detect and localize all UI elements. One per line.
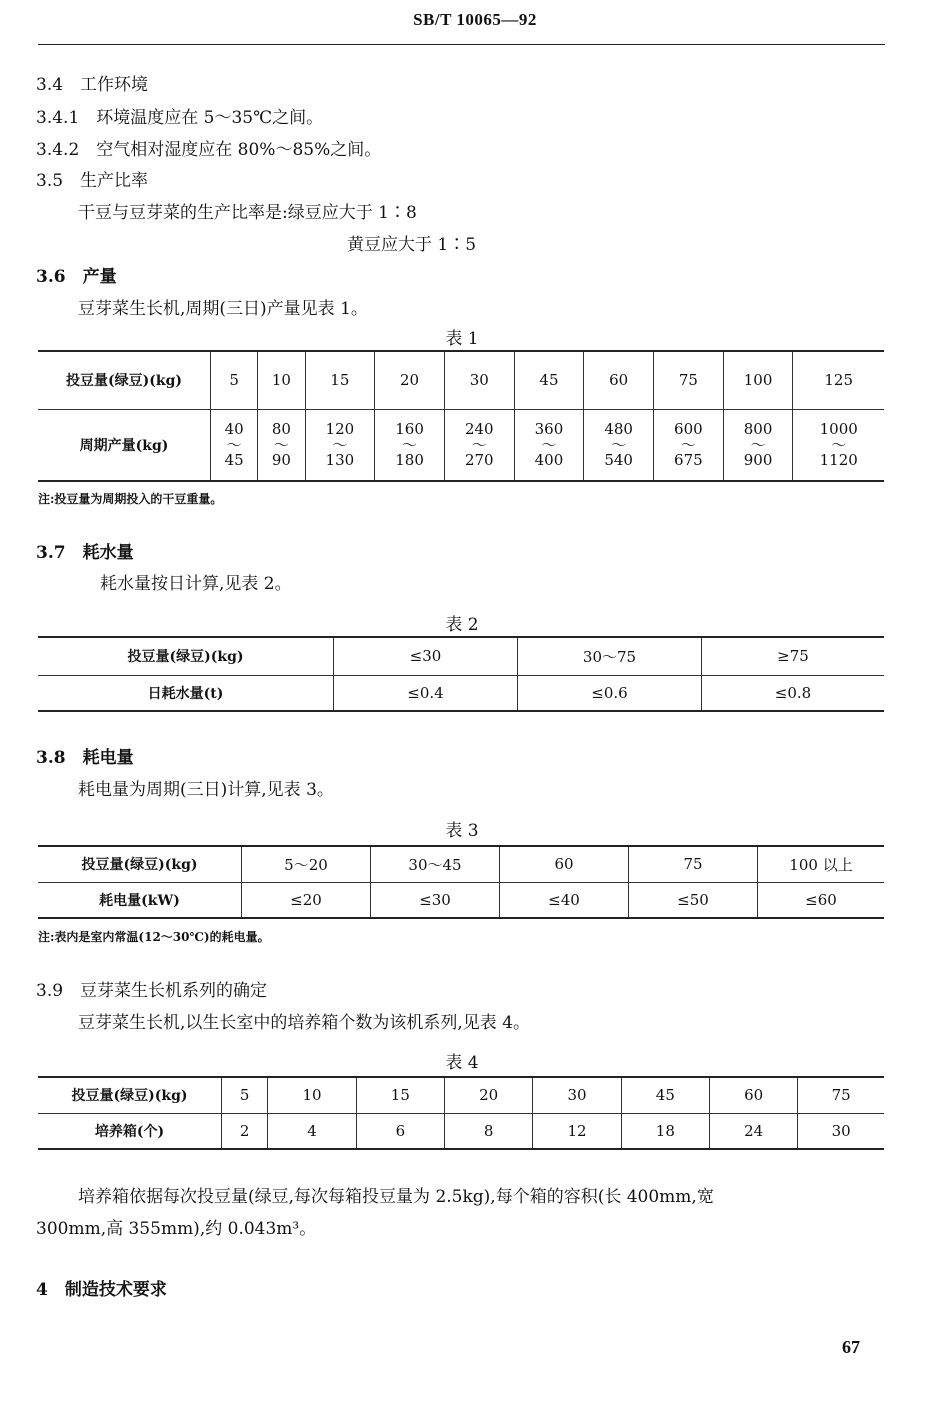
table-1-cell: 45 [514, 351, 584, 409]
table-3-row-output [38, 882, 884, 918]
paragraph-line-2: 300mm,高 355mm),约 0.043m³。 [36, 1219, 317, 1239]
table-1-cell: 15 [305, 351, 375, 409]
range-tilde: ～ [680, 435, 696, 454]
range-tilde: ～ [402, 435, 418, 454]
section-3-6-text: 豆芽菜生长机,周期(三日)产量见表 1。 [78, 299, 368, 319]
section-3-4-2: 3.4.2 空气相对湿度应在 80%～85%之间。 [36, 140, 382, 160]
range-tilde: ～ [332, 435, 348, 454]
table-4-cell: 6 [356, 1113, 444, 1149]
table-4-cell: 20 [445, 1077, 533, 1113]
range-high: 130 [325, 450, 355, 469]
document-header: SB/T 10065—92 [413, 10, 537, 29]
table-4-cell: 2 [222, 1113, 268, 1149]
table-1-cell: 10 [258, 351, 305, 409]
table-3-cell: 60 [500, 846, 629, 882]
range-tilde: ～ [226, 435, 242, 454]
section-3-4-1: 3.4.1 环境温度应在 5～35℃之间。 [36, 108, 324, 128]
header-rule [38, 44, 885, 45]
table-2 [38, 636, 884, 712]
table-3-cell: 5～20 [242, 846, 371, 882]
table-4-cell: 75 [798, 1077, 884, 1113]
table-1-range-cell [305, 409, 375, 481]
range-low: 800 [743, 419, 773, 438]
table-1-row-output [38, 409, 884, 481]
range-low: 80 [271, 419, 291, 438]
table-4-cell: 45 [621, 1077, 709, 1113]
range-high: 90 [271, 450, 291, 469]
range-low: 360 [534, 419, 564, 438]
table-1-range-cell [211, 409, 258, 481]
table-2-cell: ≤30 [334, 637, 518, 675]
section-3-9-title: 3.9 豆芽菜生长机系列的确定 [36, 981, 268, 1001]
range-high: 675 [674, 450, 703, 469]
table-3-cell: 30～45 [371, 846, 500, 882]
section-3-5-line1: 干豆与豆芽菜的生产比率是:绿豆应大于 1∶8 [78, 203, 417, 223]
table-1-cell: 75 [654, 351, 724, 409]
range-high: 900 [743, 450, 773, 469]
table-3-cell: ≤60 [758, 882, 885, 918]
range-low: 120 [325, 419, 355, 438]
section-3-5-title: 3.5 生产比率 [36, 171, 149, 191]
table-3-note: 注:表内是室内常温(12～30℃)的耗电量。 [38, 930, 270, 944]
table-2-cell: 30～75 [518, 637, 702, 675]
table-2-cell: ≤0.8 [702, 675, 885, 711]
section-3-7-text: 耗水量按日计算,见表 2。 [100, 574, 292, 594]
table-1-note: 注:投豆量为周期投入的干豆重量。 [38, 492, 223, 506]
section-3-9-text: 豆芽菜生长机,以生长室中的培养箱个数为该机系列,见表 4。 [78, 1013, 531, 1033]
table-4-cell: 18 [621, 1113, 709, 1149]
range-tilde: ～ [831, 435, 847, 454]
table-3-cell: ≤50 [629, 882, 758, 918]
table-1-range-cell [375, 409, 445, 481]
table-2-row-output [38, 675, 884, 711]
table-1-range-cell [793, 409, 884, 481]
range-low: 480 [604, 419, 633, 438]
table-1-range-cell [258, 409, 305, 481]
table-1-cell: 125 [793, 351, 884, 409]
table-4-cell: 8 [445, 1113, 533, 1149]
table-2-cell: ≥75 [702, 637, 885, 675]
table-4-cell: 10 [268, 1077, 356, 1113]
range-low: 600 [674, 419, 703, 438]
range-low: 240 [464, 419, 494, 438]
section-3-4-title: 3.4 工作环境 [36, 75, 149, 95]
section-4-title: 4 制造技术要求 [36, 1280, 167, 1300]
range-tilde: ～ [541, 435, 557, 454]
range-low: 160 [395, 419, 424, 438]
table-1-cell: 30 [444, 351, 514, 409]
range-high: 400 [534, 450, 564, 469]
table-2-cell: ≤0.4 [334, 675, 518, 711]
table-1-row-label: 周期产量(kg) [38, 409, 211, 481]
section-3-5-line2: 黄豆应大于 1∶5 [347, 235, 477, 255]
table-3-row-label: 投豆量(绿豆)(kg) [38, 846, 242, 882]
table-1-cell: 20 [375, 351, 445, 409]
table-4-caption: 表 4 [445, 1053, 479, 1073]
table-4-cell: 15 [356, 1077, 444, 1113]
range-tilde: ～ [611, 435, 627, 454]
table-3-row-label: 耗电量(kW) [38, 882, 242, 918]
table-3-cell: ≤40 [500, 882, 629, 918]
paragraph-line-1: 培养箱依据每次投豆量(绿豆,每次每箱投豆量为 2.5kg),每个箱的容积(长 400mm,宽 [78, 1187, 714, 1207]
table-4-cell: 60 [710, 1077, 798, 1113]
table-2-row-input [38, 637, 884, 675]
table-4-cell: 24 [710, 1113, 798, 1149]
table-1-cell: 60 [584, 351, 654, 409]
table-1-range-cell [514, 409, 584, 481]
table-4-row-input [38, 1077, 884, 1113]
table-3-caption: 表 3 [445, 821, 479, 841]
table-1-range-cell [723, 409, 793, 481]
table-4-cell: 4 [268, 1113, 356, 1149]
table-4-row-label: 投豆量(绿豆)(kg) [38, 1077, 222, 1113]
table-1-range-cell [444, 409, 514, 481]
table-1 [38, 350, 884, 482]
section-3-8-text: 耗电量为周期(三日)计算,见表 3。 [78, 780, 334, 800]
range-tilde: ～ [273, 435, 289, 454]
range-high: 45 [224, 450, 244, 469]
table-4-row-output [38, 1113, 884, 1149]
range-high: 270 [464, 450, 494, 469]
table-2-caption: 表 2 [445, 615, 479, 635]
table-1-range-cell [584, 409, 654, 481]
table-3-cell: 100 以上 [758, 846, 885, 882]
table-2-row-label: 日耗水量(t) [38, 675, 334, 711]
table-4-cell: 5 [222, 1077, 268, 1113]
table-3-row-input [38, 846, 884, 882]
page-number: 67 [842, 1337, 860, 1357]
range-high: 180 [395, 450, 424, 469]
range-tilde: ～ [750, 435, 766, 454]
range-tilde: ～ [471, 435, 487, 454]
range-low: 40 [224, 419, 244, 438]
table-2-row-label: 投豆量(绿豆)(kg) [38, 637, 334, 675]
range-low: 1000 [819, 419, 858, 438]
table-4-cell: 30 [798, 1113, 884, 1149]
table-1-caption: 表 1 [445, 329, 479, 349]
table-4 [38, 1076, 884, 1150]
section-3-6-title: 3.6 产量 [36, 267, 117, 287]
table-3 [38, 845, 884, 919]
section-3-8-title: 3.8 耗电量 [36, 748, 134, 768]
table-1-cell: 5 [211, 351, 258, 409]
table-3-cell: 75 [629, 846, 758, 882]
table-4-row-label: 培养箱(个) [38, 1113, 222, 1149]
table-1-row-label: 投豆量(绿豆)(kg) [38, 351, 211, 409]
table-1-range-cell [654, 409, 724, 481]
table-4-cell: 12 [533, 1113, 621, 1149]
table-4-cell: 30 [533, 1077, 621, 1113]
range-high: 1120 [819, 450, 858, 469]
table-1-row-input [38, 351, 884, 409]
range-high: 540 [604, 450, 633, 469]
table-1-cell: 100 [723, 351, 793, 409]
table-2-cell: ≤0.6 [518, 675, 702, 711]
table-3-cell: ≤20 [242, 882, 371, 918]
section-3-7-title: 3.7 耗水量 [36, 543, 134, 563]
table-3-cell: ≤30 [371, 882, 500, 918]
